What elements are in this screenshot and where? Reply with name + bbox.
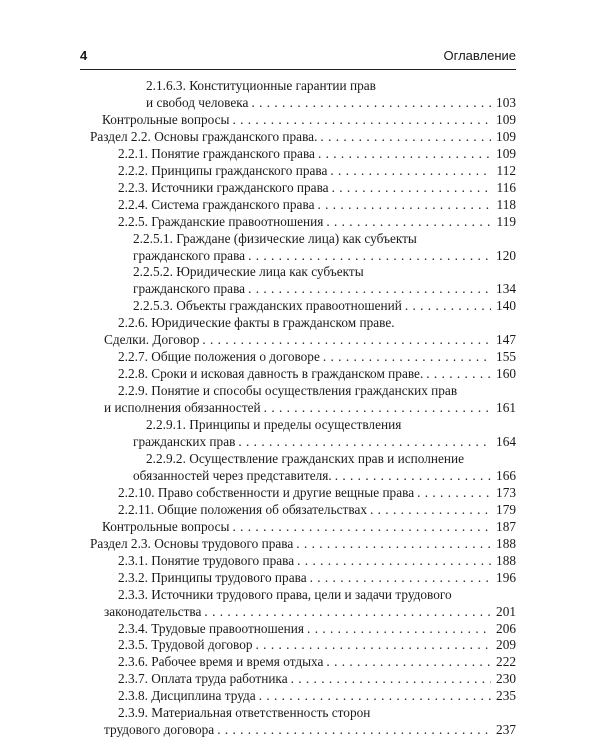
toc-page-number: 155 (496, 349, 516, 365)
dot-leader (370, 502, 491, 519)
toc-page-number: 109 (496, 145, 516, 161)
toc-entry[interactable] (90, 298, 516, 315)
toc-entry[interactable] (90, 671, 516, 688)
toc-page-number: 118 (496, 196, 516, 212)
toc-entry-title: 2.2.10. Право собственности и другие вещные права (118, 484, 415, 500)
toc-page-number: 201 (496, 603, 516, 619)
toc-entry-title-line: 2.2.5.1. Граждане (физические лица) как субъекты (133, 230, 417, 246)
toc-entry-title: 2.3.2. Принципы трудового права (118, 569, 307, 585)
toc-page-number: 237 (496, 722, 516, 738)
toc-page-number: 235 (496, 688, 516, 704)
toc-page-number: 134 (496, 281, 516, 297)
dot-leader (204, 604, 491, 621)
dot-leader (307, 621, 491, 638)
toc-page-number: 112 (496, 162, 516, 178)
toc-entry-title: 2.2.3. Источники гражданского права (118, 179, 329, 195)
toc-entry[interactable] (90, 78, 516, 112)
toc-page-number: 173 (496, 484, 516, 500)
toc-entry[interactable] (90, 570, 516, 587)
toc-entry[interactable] (90, 536, 516, 553)
toc-entry[interactable] (90, 451, 516, 485)
dot-leader (297, 553, 491, 570)
dot-leader (318, 146, 491, 163)
toc-entry-title: 2.2.5. Гражданские правоотношения (118, 213, 324, 229)
toc-entry[interactable] (90, 637, 516, 654)
dot-leader (335, 468, 491, 485)
toc-entry-title: Контрольные вопросы (102, 111, 230, 127)
dot-leader (202, 332, 491, 349)
toc-page-number: 109 (496, 111, 516, 127)
dot-leader (323, 349, 491, 366)
toc-entry-title: 2.3.5. Трудовой договор (118, 637, 253, 653)
toc-page-number: 120 (496, 247, 516, 263)
toc-page-number: 166 (496, 467, 516, 483)
toc-entry-title: 2.2.8. Сроки и исковая давность в гражданском праве. (118, 366, 424, 382)
toc-entry-title: гражданского права (133, 281, 246, 297)
toc-entry-title: гражданских прав (133, 434, 236, 450)
toc-page-number: 188 (496, 535, 516, 551)
toc-entry-title: Раздел 2.2. Основы гражданского права. (90, 128, 318, 144)
page-header (80, 48, 516, 70)
running-title: Оглавление (443, 48, 516, 63)
dot-leader (310, 570, 491, 587)
dot-leader (248, 248, 491, 265)
toc-page-number: 109 (496, 128, 516, 144)
toc-page-number: 103 (496, 94, 516, 110)
toc-entry-title: 2.2.1. Понятие гражданского права (118, 145, 315, 161)
toc-entry[interactable] (90, 519, 516, 536)
toc-entry[interactable] (90, 214, 516, 231)
toc-page-number: 160 (496, 366, 516, 382)
toc-entry[interactable] (90, 231, 516, 265)
toc-entry[interactable] (90, 654, 516, 671)
toc-page-number: 147 (496, 332, 516, 348)
toc-page-number: 140 (496, 298, 516, 314)
dot-leader (217, 722, 491, 739)
toc-entry-title-line: 2.2.9.2. Осуществление гражданских прав и исполнение (146, 450, 465, 466)
dot-leader (326, 214, 491, 231)
dot-leader (326, 654, 491, 671)
toc-entry[interactable] (90, 180, 516, 197)
toc-entry-title: Контрольные вопросы (102, 518, 230, 534)
toc-entry[interactable] (90, 163, 516, 180)
toc-entry[interactable] (90, 366, 516, 383)
toc-entry-title: 2.2.4. Система гражданского права (118, 196, 315, 212)
toc-page-number: 188 (496, 552, 516, 568)
toc-entry-title-line: 2.2.9.1. Принципы и пределы осуществления (146, 417, 402, 433)
toc-entry-title: и свобод человека (146, 94, 249, 110)
toc-entry-title-line: 2.2.5.2. Юридические лица как субъекты (133, 264, 364, 280)
toc-page-number: 119 (496, 213, 516, 229)
toc-entry-title: 2.3.7. Оплата труда работника (118, 671, 288, 687)
toc-page-number: 222 (496, 654, 516, 670)
toc-page-number: 230 (496, 671, 516, 687)
toc-page-number: 206 (496, 620, 516, 636)
toc-entry-title: 2.2.5.3. Объекты гражданских правоотношений (133, 298, 402, 314)
dot-leader (232, 519, 491, 536)
toc-page-number: 161 (496, 400, 516, 416)
dot-leader (426, 366, 491, 383)
dot-leader (320, 129, 491, 146)
toc-entry-title: гражданского права (133, 247, 246, 263)
dot-leader (232, 112, 491, 129)
toc-entry[interactable] (90, 349, 516, 366)
toc-page-number: 187 (496, 518, 516, 534)
table-of-contents (90, 78, 516, 739)
toc-entry[interactable] (90, 197, 516, 214)
toc-entry-title: Раздел 2.3. Основы трудового права (90, 535, 294, 551)
toc-page-number: 179 (496, 501, 516, 517)
toc-entry-title: 2.3.8. Дисциплина труда (118, 688, 256, 704)
toc-entry-title: 2.2.2. Принципы гражданского права (118, 162, 328, 178)
toc-entry-title-line: 2.3.3. Источники трудового права, цели и задачи трудового (118, 586, 452, 602)
toc-entry-title: 2.2.11. Общие положения об обязательствах (118, 501, 367, 517)
toc-entry[interactable] (90, 688, 516, 705)
toc-page-number: 116 (496, 179, 516, 195)
toc-entry[interactable] (90, 705, 516, 739)
dot-leader (296, 536, 491, 553)
toc-entry[interactable] (90, 485, 516, 502)
toc-entry[interactable] (90, 621, 516, 638)
dot-leader (248, 281, 491, 298)
header-rule (80, 69, 516, 70)
toc-entry-title: Сделки. Договор (104, 332, 200, 348)
dot-leader (264, 400, 491, 417)
dot-leader (251, 95, 491, 112)
toc-entry[interactable] (90, 553, 516, 570)
toc-entry[interactable] (90, 383, 516, 417)
toc-entry-title-line: 2.2.6. Юридические факты в гражданском праве. (118, 315, 395, 331)
toc-page-number: 164 (496, 434, 516, 450)
toc-entry-title-line: 2.2.9. Понятие и способы осуществления гражданских прав (118, 383, 458, 399)
toc-entry-title: 2.3.6. Рабочее время и время отдыха (118, 654, 324, 670)
dot-leader (238, 434, 491, 451)
dot-leader (259, 688, 491, 705)
dot-leader (330, 163, 491, 180)
toc-entry[interactable] (90, 146, 516, 163)
page-number: 4 (80, 48, 88, 63)
toc-entry-title: 2.3.4. Трудовые правоотношения (118, 620, 305, 636)
toc-entry-title: и исполнения обязанностей (104, 400, 261, 416)
toc-page-number: 209 (496, 637, 516, 653)
toc-entry-title: трудового договора (104, 722, 215, 738)
toc-entry[interactable] (90, 315, 516, 349)
dot-leader (291, 671, 491, 688)
dot-leader (317, 197, 491, 214)
toc-entry[interactable] (90, 587, 516, 621)
toc-entry-title: обязанностей через представителя. (133, 467, 332, 483)
toc-entry[interactable] (90, 129, 516, 146)
dot-leader (417, 485, 491, 502)
toc-entry-title: законодательства (104, 603, 202, 619)
toc-entry-title-line: 2.3.9. Материальная ответственность сторон (118, 705, 371, 721)
dot-leader (256, 637, 491, 654)
toc-entry-title-line: 2.1.6.3. Конституционные гарантии прав (146, 78, 376, 93)
toc-entry-title: 2.3.1. Понятие трудового права (118, 552, 295, 568)
dot-leader (405, 298, 491, 315)
toc-entry[interactable] (90, 264, 516, 298)
toc-page-number: 196 (496, 569, 516, 585)
toc-entry-title: 2.2.7. Общие положения о договоре (118, 349, 320, 365)
dot-leader (332, 180, 491, 197)
toc-entry[interactable] (90, 417, 516, 451)
toc-entry[interactable] (90, 502, 516, 519)
toc-entry[interactable] (90, 112, 516, 129)
